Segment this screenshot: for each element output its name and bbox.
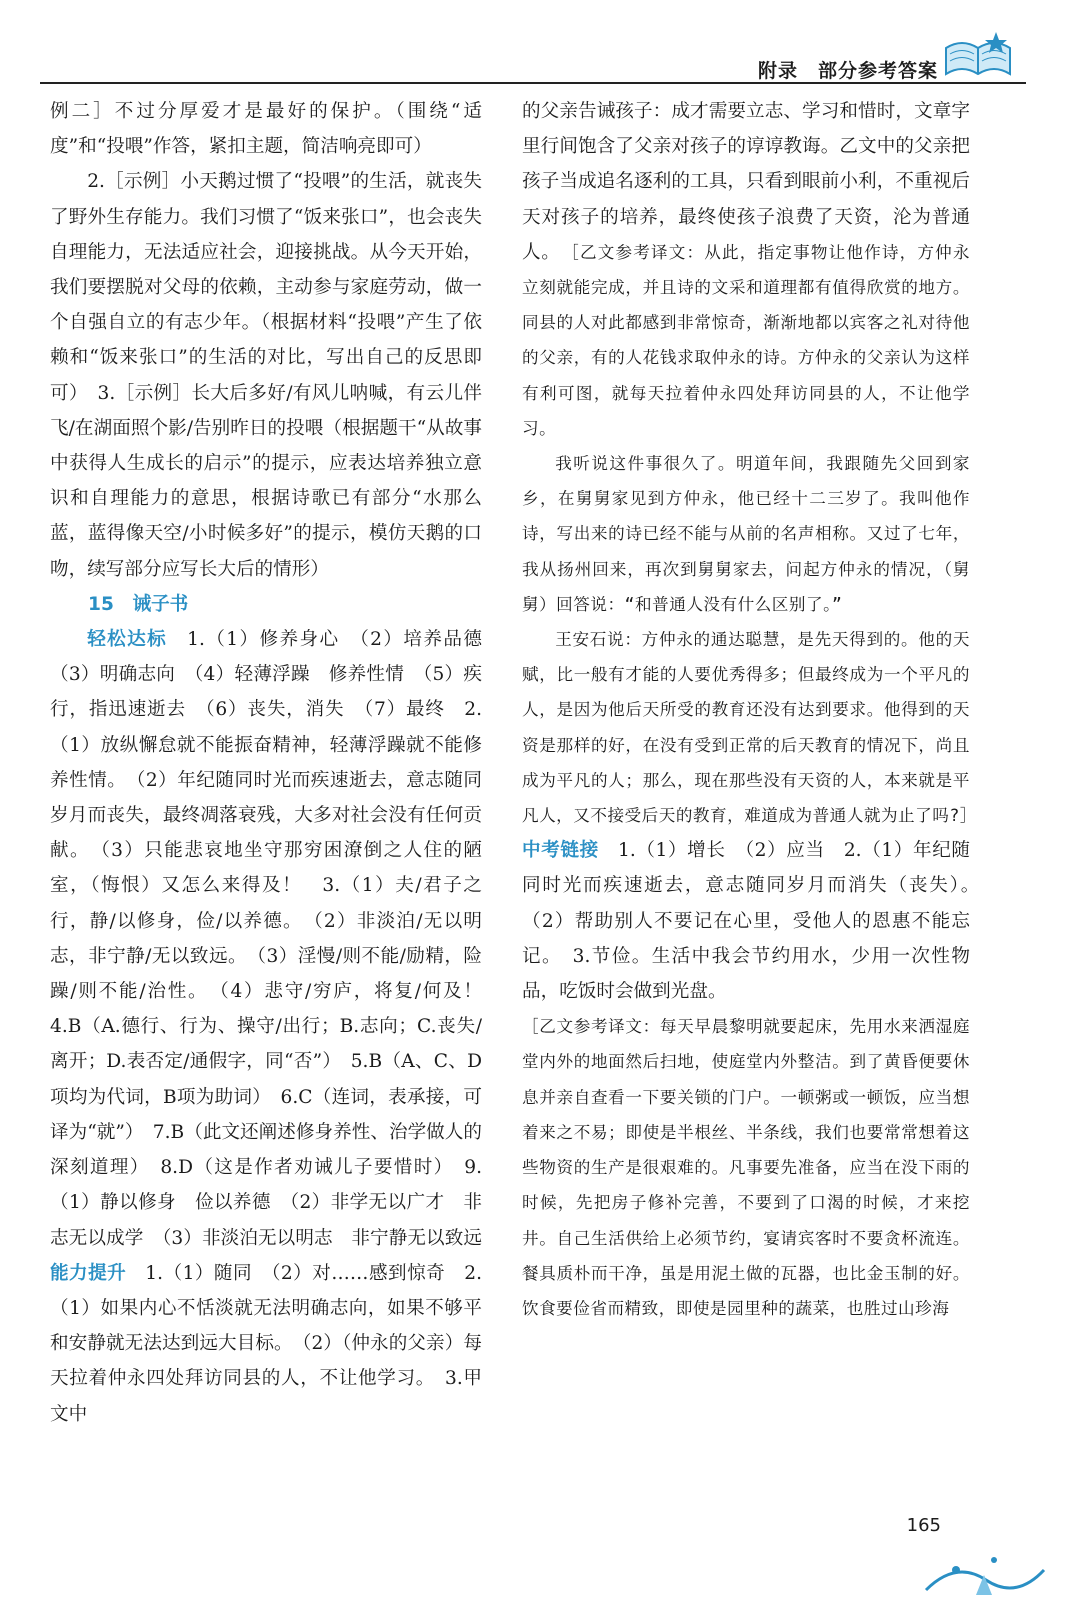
answer-text: 1.（1）修养身心 （2）培养品德 （3）明确志向 （4）轻薄浮躁 修养性情 （5）疾行，指迅速逝去 （6）丧失，消失 （7）最终 2.（1）放纵懈怠就不能振奋精神，轻薄浮躁就不能修养性情。 （2）年纪随同时光而疾速逝去，意志随同岁月而丧失，最终凋落衰残，大多对社会没有任何贡献。 （3）只能悲哀地坐守那穷困潦倒之人住的陋室，（悔恨）又怎么来得及！ 3.（1）夫/君子之行，静/以修身，俭/以养德。 （2）非淡泊/无以明志，非宁静/无以致远。 （3）淫慢/则不能/励精，险躁/则不能/治性。 （4）悲守/穷庐，将复/何及！ 4.B（A.德行、行为、操守/出行；B.志向；C.丧失/离开；D.表否定/通假字，同“否”） 5.B（A、C、D项均为代词，B项为助词） 6.C（连词，表承接，可译为“就”） 7.B（此文还阐述修身养性、治学做人的深刻道理） 8.D（这是作者劝诫儿子要惜时） 9.（1）静以修身 俭以养德 （2）非学无以广才 非志无以成学 （3）非淡泊无以明志 非宁静无以致远 — [50, 629, 501, 1249]
answer-text: 的父亲告诫孩子：成才需要立志、学习和惜时，文章字里行间饱含了父亲对孩子的谆谆教诲。乙文中的父亲把孩子当成追名逐利的工具，只看到眼前小利，不重视后天对孩子的培养，最终使孩子浪费了天资，沦为普通人。 — [522, 101, 970, 263]
answer-text: 1.（1）增长 （2）应当 2.（1）年纪随同时光而疾速逝去，意志随同岁月而消失（丧失）。 （2）帮助别人不要记在心里，受他人的恩惠不能忘记。 3.节俭。生活中我会节约用水，少用一次性物品，吃饭时会做到光盘。 — [522, 840, 989, 1003]
right-column — [522, 94, 989, 1326]
left-column — [50, 94, 501, 1432]
page-number: 165 — [906, 1515, 941, 1536]
translation-paragraph — [522, 622, 989, 1009]
ability-label: 能力提升 — [50, 1262, 127, 1284]
header-title: 附录 部分参考答案 — [757, 60, 938, 82]
answer-paragraph — [50, 622, 501, 1432]
answer-paragraph — [522, 94, 970, 446]
corner-decoration-icon — [916, 1500, 1046, 1600]
translation-text: ［乙文参考译文：从此，指定事物让他作诗，方仲永立刻就能完成，并且诗的文采和道理都有值得欣赏的地方。同县的人对此都感到非常惊奇，渐渐地都以宾客之礼对待他的父亲，有的人花钱求取仲永的诗。方仲永的父亲认为这样有利可图，就每天拉着仲永四处拜访同县的人，不让他学习。 — [522, 242, 970, 438]
answer-paragraph: 2.［示例］小天鹅过惯了“投喂”的生活，就丧失了野外生存能力。我们习惯了“饭来张口”，也会丧失自理能力，无法适应社会，迎接挑战。从今天开始，我们要摆脱对父母的依赖，主动参与家庭劳动，做一个自强自立的有志少年。（根据材料“投喂”产生了依赖和“饭来张口”的生活的对比，写出自己的反思即可） 3.［示例］长大后多好/有风儿呐喊，有云儿伴飞/在湖面照个影/告别昨日的投喂（根据题干“从故事中获得人生成长的启示”的提示，应表达培养独立意识和自理能力的意思，根据诗歌已有部分“水那么蓝，蓝得像天空/小时候多好”的提示，模仿天鹅的口吻，续写部分应写长大后的情形） — [50, 171, 482, 580]
translation-paragraph: ［乙文参考译文：每天早晨黎明就要起床，先用水来洒湿庭堂内外的地面然后扫地，使庭堂内外整洁。到了黄昏便要休息并亲自查看一下要关锁的门户。一顿粥或一顿饭，应当想着来之不易；即使是半根丝、半条线，我们也要常常想着这些物资的生产是很艰难的。凡事要先准备，应当在没下雨的时候，先把房子修补完善，不要到了口渴的时候，才来挖井。自己生活供给上必须节约，宴请宾客时不要贪杯流连。餐具质朴而干净，虽是用泥土做的瓦器，也比金玉制的好。饮食要俭省而精致，即使是园里种的蔬菜，也胜过山珍海 — [522, 1017, 970, 1318]
exam-label: 中考链接 — [522, 840, 599, 862]
translation-paragraph: 我听说这件事很久了。明道年间，我跟随先父回到家乡，在舅舅家见到方仲永，他已经十二三岁了。我叫他作诗，写出来的诗已经不能与从前的名声相称。又过了七年，我从扬州回来，再次到舅舅家去，问起方仲永的情况，（舅舅）回答说：“和普通人没有什么区别了。” — [522, 454, 970, 614]
translation-text: 王安石说：方仲永的通达聪慧，是先天得到的。他的天赋，比一般有才能的人要优秀得多；但最终成为一个平凡的人，是因为他后天所受的教育还没有达到要求。他得到的天资是那样的好，在没有受到正常的后天教育的情况下，尚且成为平凡的人；那么，现在那些没有天资的人，本来就是平凡人，又不接受后天的教育，难道成为普通人就为止了吗?］ — [522, 630, 977, 826]
book-icon — [938, 30, 1018, 84]
section-title: 15 诫子书 — [88, 593, 189, 615]
answer-paragraph: 例二］不过分厚爱才是最好的保护。（围绕“适度”和“投喂”作答，紧扣主题，简洁响亮即可） — [50, 101, 482, 158]
easy-label: 轻松达标 — [87, 629, 168, 651]
header-divider — [40, 82, 1026, 84]
answer-text: 1.（1）随同 （2）对……感到惊奇 2.（1）如果内心不恬淡就无法明确志向，如果不够平和安静就无法达到远大目标。 （2）（仲永的父亲）每天拉着仲永四处拜访同县的人，不让他学习。 3.甲文中 — [50, 1262, 482, 1425]
